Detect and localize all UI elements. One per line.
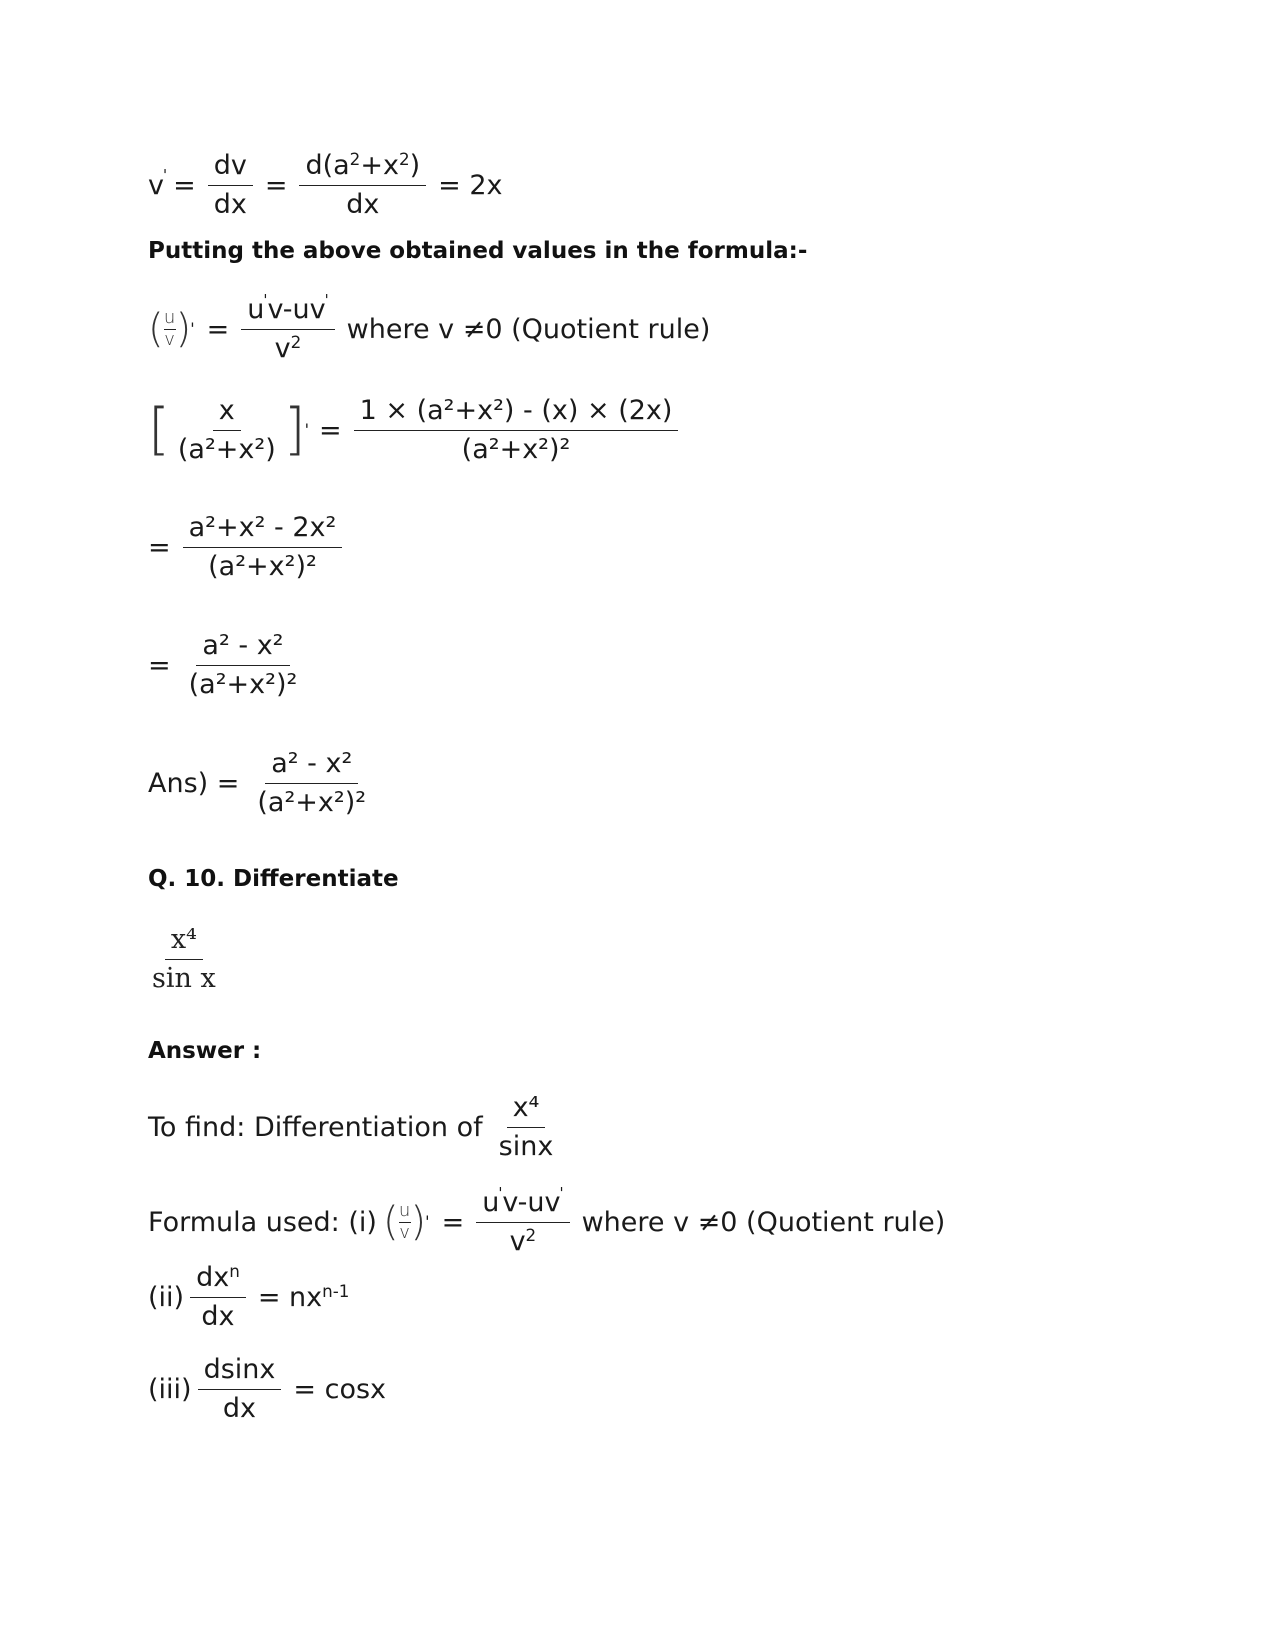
step3-fraction: $\frac{\text{a² - x²}}{\text{(a²+x²)²}}$ (188, 630, 298, 701)
to-find-line (148, 1092, 565, 1162)
ans-label: Ans) = (148, 767, 240, 799)
formula-ii-rhs: = $nx^{n-1}$ (257, 1280, 350, 1313)
step2-fraction: $\frac{\text{a²+x² - 2x²}}{\text{(a²+x²)²}}$ (183, 512, 343, 582)
equals-sign: = (148, 649, 171, 681)
formula-used-label: Formula used: (i) (148, 1206, 377, 1238)
answer-line (148, 748, 378, 818)
equals-sign: = (441, 1206, 465, 1238)
formula-ii-label: (ii) (148, 1281, 185, 1313)
formula-ii-line (148, 1262, 349, 1332)
putting-values-heading: Putting the above obtained values in the formula:- (148, 238, 808, 264)
u-over-v-paren: ( u v ) (148, 306, 192, 353)
dsinx-over-dx: $\frac{dsinx}{dx}$ (198, 1354, 282, 1424)
x-over-a2x2: $\frac{x}{\text{(a²+x²)}}$ (177, 395, 276, 466)
formula-quotient-fraction: $\frac{u'v-uv'}{v^2}$ (476, 1187, 569, 1257)
quotient-rule-line: ( u v ) ' = $\frac{u'v-uv'}{v^2}$ where v ≠0 (Quotient rule) (148, 290, 711, 365)
quotient-rule-fraction: $\frac{u'v-uv'}{v^2}$ (241, 294, 334, 364)
answer-fraction: $\frac{\text{a² - x²}}{\text{(a²+x²)²}}$ (257, 748, 367, 819)
x4-over-sinx: $\frac{\text{x⁴}}{\sin x}$ (498, 1092, 554, 1163)
step1-line: [ $\frac{x}{\text{(a²+x²)}}$ ] ' = $\frac{\text{1 × (a²+x²) - (x) × (2x)}}{\text{(a²+x²)²}}$ (148, 395, 684, 465)
right-bracket: ] (283, 397, 306, 463)
left-bracket: [ (148, 397, 170, 463)
formula-iii-line (148, 1354, 386, 1424)
question-expression: $\frac{\text{x⁴}}{\text{sin x}}$ (152, 924, 216, 995)
u-over-v-paren: ( u v ) (382, 1199, 427, 1246)
to-find-text: To find: Differentiation of (148, 1111, 483, 1143)
step2-line (148, 512, 348, 582)
result-2x: = 2x (438, 169, 503, 201)
step3-line (148, 630, 309, 700)
fraction-dv-dx: $\frac{dv}{dx}$ (208, 150, 253, 220)
answer-heading: Answer : (148, 1038, 262, 1064)
equals-sign: = (173, 169, 196, 201)
step1-fraction: $\frac{\text{1 × (a²+x²) - (x) × (2x)}}{\text{(a²+x²)²}}$ (354, 395, 679, 465)
dxn-over-dx: $\frac{dx^n}{dx}$ (190, 1262, 246, 1332)
v-symbol: v' (148, 166, 168, 201)
fraction-d-a2x2-dx: $\frac{d(a^2+x^2)}{dx}$ (299, 150, 426, 220)
equals-sign: = (319, 414, 342, 446)
derivative-v-line (148, 150, 503, 220)
equals-sign: = (264, 169, 288, 201)
formula-used-line: Formula used: (i) ( u v ) ' = $\frac{u'v-uv'}{v^2}$ where v ≠0 (Quotient rule) (148, 1183, 946, 1258)
equals-sign: = (148, 531, 171, 563)
equals-sign: = (206, 313, 230, 345)
formula-iii-label: (iii) (148, 1373, 192, 1405)
question-10-heading: Q. 10. Differentiate (148, 866, 399, 892)
formula-iii-rhs: = cosx (293, 1373, 387, 1405)
formula-quotient-note: where v ≠0 (Quotient rule) (581, 1206, 946, 1238)
quotient-rule-note: where v ≠0 (Quotient rule) (346, 313, 711, 345)
